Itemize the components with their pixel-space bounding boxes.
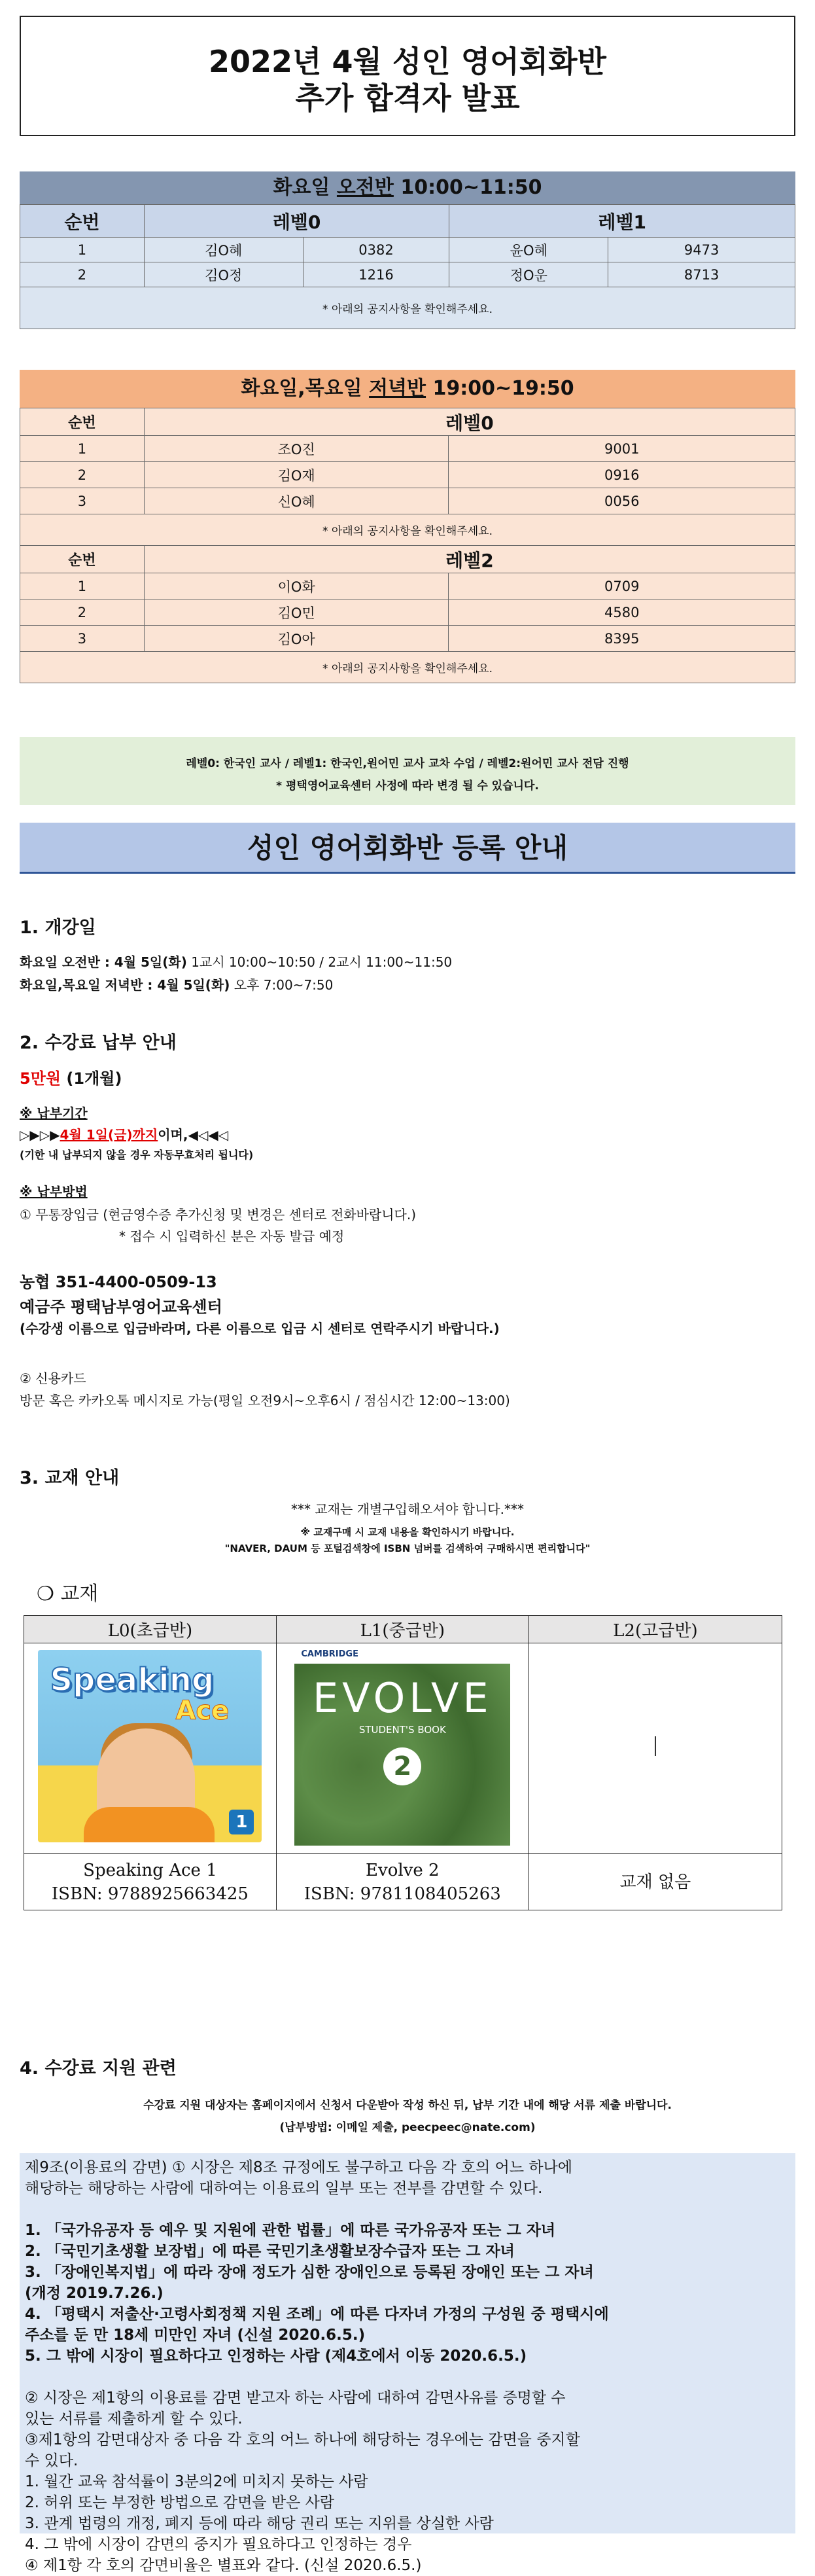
textbook-subheading: ❍ 교재 — [37, 1583, 99, 1605]
evening-level0-header — [20, 408, 795, 436]
evening-header-time: 19:00~19:50 — [426, 377, 574, 400]
evening-class-header — [20, 370, 795, 408]
evening-table — [20, 408, 795, 683]
period-arrows: ▷▶▷▶ — [20, 1127, 60, 1143]
row-code: 0916 — [449, 462, 795, 488]
row-name: 김O아 — [144, 626, 449, 652]
row-code: 0709 — [449, 573, 795, 599]
textbook-note-1: *** 교재는 개별구입해오셔야 합니다.*** — [291, 1501, 524, 1517]
opening-line-2 — [20, 975, 333, 993]
title-box — [20, 16, 795, 136]
col-level2: 레벨2 — [144, 546, 795, 573]
legend-line-2: * 평택영어교육센터 사정에 따라 변경 될 수 있습니다. — [276, 779, 539, 793]
tuition-price-period: (1개월) — [61, 1069, 122, 1088]
book-isbn: ISBN: 9788925663425 — [51, 1884, 249, 1904]
opening-line-1-bold: 화요일 오전반 : 4월 5일(화) — [20, 954, 187, 970]
col-l1: L1(중급반) — [276, 1616, 529, 1643]
regulation-line: 제9조(이용료의 감면) ① 시장은 제8조 규정에도 불구하고 다음 각 호의 어느 하나에 — [25, 2159, 573, 2176]
caption-l1 — [276, 1854, 529, 1910]
textbook-cover-row — [24, 1643, 782, 1854]
row-no: 2 — [20, 599, 145, 626]
legend-line-1: 레벨0: 한국인 교사 / 레벨1: 한국인,원어민 교사 교차 수업 / 레벨2:원어민 교사 전담 진행 — [186, 757, 629, 770]
regulation-line: 주소를 둔 만 18세 미만인 자녀 (신설 2020.6.5.) — [25, 2327, 366, 2344]
table-row — [20, 573, 795, 599]
row-name: 조O진 — [144, 436, 449, 462]
cover-cell-l1 — [276, 1643, 529, 1854]
row-no: 3 — [20, 626, 145, 652]
level-legend — [20, 737, 795, 805]
payment-method-2-note: 방문 혹은 카카오톡 메시지로 가능(평일 오전9시~오후6시 / 점심시간 12:00~13:00) — [20, 1393, 510, 1408]
evening-note-row — [20, 514, 795, 546]
account-holder: 예금주 평택남부영어교육센터 — [20, 1298, 222, 1316]
title-line-2: 추가 합격자 발표 — [295, 80, 520, 116]
regulation-line — [25, 2367, 790, 2388]
opening-line-1 — [20, 952, 452, 971]
evening-note: * 아래의 공지사항을 확인해주세요. — [20, 652, 795, 683]
row-code: 8713 — [608, 262, 795, 287]
payment-method-1: ① 무통장입금 (현금영수증 추가신청 및 변경은 센터로 전화바랍니다.) — [20, 1207, 417, 1223]
evening-level2-header — [20, 546, 795, 573]
cover-number: 1 — [229, 1810, 254, 1834]
cover-cell-l2 — [529, 1643, 782, 1854]
evening-note-row — [20, 652, 795, 683]
regulation-line: 2. 「국민기초생활 보장법」에 따른 국민기초생활보장수급자 또는 그 자녀 — [25, 2243, 515, 2260]
morning-header-time: 10:00~11:50 — [393, 176, 542, 199]
row-code: 9473 — [608, 238, 795, 262]
regulation-line: (개정 2019.7.26.) — [25, 2285, 164, 2302]
cover-title: EVOLVE — [313, 1674, 493, 1722]
table-row — [20, 488, 795, 514]
row-no: 1 — [20, 238, 145, 262]
tuition-heading: 2. 수강료 납부 안내 — [20, 1033, 177, 1053]
morning-table — [20, 204, 795, 329]
morning-table-header — [20, 205, 795, 238]
col-no: 순번 — [20, 205, 145, 238]
regulation-line: 있는 서류를 제출하게 할 수 있다. — [25, 2410, 243, 2427]
cover-subtitle: Ace — [175, 1696, 230, 1726]
row-code: 0056 — [449, 488, 795, 514]
caption-l0 — [24, 1854, 277, 1910]
table-row — [20, 238, 795, 262]
period-date: 4월 1일(금)까지 — [60, 1127, 158, 1143]
row-name: 김O혜 — [144, 238, 303, 262]
evening-note: * 아래의 공지사항을 확인해주세요. — [20, 514, 795, 546]
row-no: 3 — [20, 488, 145, 514]
regulation-line: 3. 「장애인복지법」에 따라 장애 정도가 심한 장애인으로 등록된 장애인 또는 그 자녀 — [25, 2264, 594, 2281]
regulation-line: 1. 「국가유공자 등 예우 및 지원에 관한 법률」에 따른 국가유공자 또는 그 자녀 — [25, 2222, 556, 2239]
textbook-caption-row — [24, 1854, 782, 1910]
row-code: 1216 — [303, 262, 449, 287]
tuition-price-amount: 5만원 — [20, 1069, 61, 1088]
support-intro: 수강료 지원 대상자는 홈페이지에서 신청서 다운받아 작성 하신 뒤, 납부 기간 내에 해당 서류 제출 바랍니다. — [143, 2099, 672, 2112]
opening-heading: 1. 개강일 — [20, 918, 96, 938]
table-row — [20, 462, 795, 488]
col-l2: L2(고급반) — [529, 1616, 782, 1643]
text-cursor-icon — [655, 1736, 656, 1756]
regulation-line: ③제1항의 감면대상자 중 다음 각 호의 어느 하나에 해당하는 경우에는 감면을 중지할 — [25, 2431, 580, 2448]
evening-class-section — [20, 370, 795, 683]
regulation-line: ② 시장은 제1항의 이용료를 감면 받고자 하는 사람에 대하여 감면사유를 증명할 수 — [25, 2389, 566, 2406]
opening-line-1-rest: 1교시 10:00~10:50 / 2교시 11:00~11:50 — [186, 954, 453, 970]
morning-header-underlined: 오전반 — [336, 176, 394, 199]
book-name: Speaking Ace 1 — [83, 1860, 217, 1880]
regulation-line: 4. 그 밖에 시장이 감면의 중지가 필요하다고 인정하는 경우 — [25, 2536, 412, 2553]
row-no: 1 — [20, 573, 145, 599]
morning-note: * 아래의 공지사항을 확인해주세요. — [20, 287, 795, 329]
row-name: 신O혜 — [144, 488, 449, 514]
row-no: 1 — [20, 436, 145, 462]
tuition-price — [20, 1065, 122, 1088]
table-row — [20, 626, 795, 652]
regulation-line: 3. 관계 법령의 개정, 폐지 등에 따라 해당 권리 또는 지위를 상실한 사람 — [25, 2515, 494, 2532]
row-name: 김O정 — [144, 262, 303, 287]
table-row — [20, 262, 795, 287]
cover-cell-l0 — [24, 1643, 277, 1854]
cover-subtitle: STUDENT'S BOOK — [358, 1724, 446, 1736]
row-no: 2 — [20, 462, 145, 488]
payment-period-note: (기한 내 납부되지 않을 경우 자동무효처리 됩니다) — [20, 1149, 254, 1161]
evening-header-underlined: 저녁반 — [369, 377, 426, 400]
book-isbn: ISBN: 9781108405263 — [303, 1884, 501, 1904]
cover-title: Speaking — [50, 1662, 215, 1698]
row-name: 김O민 — [144, 599, 449, 626]
row-name: 정O운 — [449, 262, 608, 287]
regulation-line: 1. 월간 교육 참석률이 3분의2에 미치지 못하는 사람 — [25, 2473, 368, 2490]
morning-class-section — [20, 171, 795, 329]
col-level1: 레벨1 — [449, 205, 795, 238]
regulation-line: 해당하는 해당하는 사람에 대하여는 이용료의 일부 또는 전부를 감면할 수 있다. — [25, 2180, 543, 2197]
regulation-line: ④ 제1항 각 호의 감면비율은 별표와 같다. (신설 2020.6.5.) — [25, 2557, 422, 2574]
support-method: (납부방법: 이메일 제출, peecpeec@nate.com) — [279, 2121, 536, 2134]
morning-header-prefix: 화요일 — [273, 176, 337, 199]
title-line-1: 2022년 4월 성인 영어회화반 — [208, 44, 606, 79]
payment-method-1-note: * 접수 시 입력하신 분은 자동 발급 예정 — [119, 1228, 345, 1244]
textbook-note-2: ※ 교재구매 시 교재 내용을 확인하시기 바랍니다. — [300, 1526, 515, 1538]
table-row — [20, 599, 795, 626]
col-level0: 레벨0 — [144, 205, 449, 238]
payment-period-label: ※ 납부기간 — [20, 1105, 88, 1121]
row-name: 김O재 — [144, 462, 449, 488]
book-name: Evolve 2 — [366, 1860, 440, 1880]
col-l0: L0(초급반) — [24, 1616, 277, 1643]
opening-line-2-bold: 화요일,목요일 저녁반 : 4월 5일(화) — [20, 977, 230, 993]
textbook-heading: 3. 교재 안내 — [20, 1468, 120, 1488]
textbook-table-header — [24, 1616, 782, 1643]
account-holder-note: (수강생 이름으로 입금바라며, 다른 이름으로 입금 시 센터로 연락주시기 바랍니다.) — [20, 1321, 500, 1336]
cover-number: 2 — [383, 1747, 421, 1785]
cover-shirt-shape — [84, 1807, 215, 1842]
speaking-ace-cover-image — [38, 1650, 262, 1842]
col-level0: 레벨0 — [144, 408, 795, 436]
support-heading: 4. 수강료 지원 관련 — [20, 2058, 177, 2079]
row-name: 이O화 — [144, 573, 449, 599]
period-rest: 이며,◀◁◀◁ — [158, 1127, 228, 1143]
textbook-note-3: "NAVER, DAUM 등 포털검색창에 ISBN 넘버를 검색하여 구매하시면 편리합니다" — [224, 1543, 591, 1554]
evolve-cover-image — [294, 1647, 510, 1846]
payment-method-label: ※ 납부방법 — [20, 1184, 88, 1200]
regulation-line: 5. 그 밖에 시장이 필요하다고 인정하는 사람 (제4호에서 이동 2020.6.5.) — [25, 2348, 527, 2365]
evening-header-prefix: 화요일,목요일 — [241, 377, 370, 400]
row-code: 4580 — [449, 599, 795, 626]
discount-regulation — [20, 2153, 795, 2574]
caption-l2: 교재 없음 — [529, 1854, 782, 1910]
row-no: 2 — [20, 262, 145, 287]
payment-method-2: ② 신용카드 — [20, 1370, 86, 1386]
row-code: 9001 — [449, 436, 795, 462]
textbook-table — [24, 1615, 782, 1910]
col-no: 순번 — [20, 546, 145, 573]
morning-note-row — [20, 287, 795, 329]
regulation-line: 4. 「평택시 저출산·고령사회정책 지원 조례」에 따른 다자녀 가정의 구성원 중 평택시에 — [25, 2306, 609, 2323]
cover-brand: CAMBRIDGE — [301, 1649, 358, 1659]
bank-account: 농협 351-4400-0509-13 — [20, 1273, 217, 1291]
regulation-line: 2. 허위 또는 부정한 방법으로 감면을 받은 사람 — [25, 2494, 335, 2511]
table-row — [20, 436, 795, 462]
regulation-line: 수 있다. — [25, 2452, 78, 2469]
col-no: 순번 — [20, 408, 145, 436]
opening-line-2-rest: 오후 7:00~7:50 — [230, 977, 334, 993]
row-code: 0382 — [303, 238, 449, 262]
registration-banner: 성인 영어회화반 등록 안내 — [20, 823, 795, 874]
payment-period — [20, 1124, 228, 1143]
regulation-line — [25, 2199, 790, 2220]
row-code: 8395 — [449, 626, 795, 652]
morning-class-header — [20, 171, 795, 204]
row-name: 윤O혜 — [449, 238, 608, 262]
